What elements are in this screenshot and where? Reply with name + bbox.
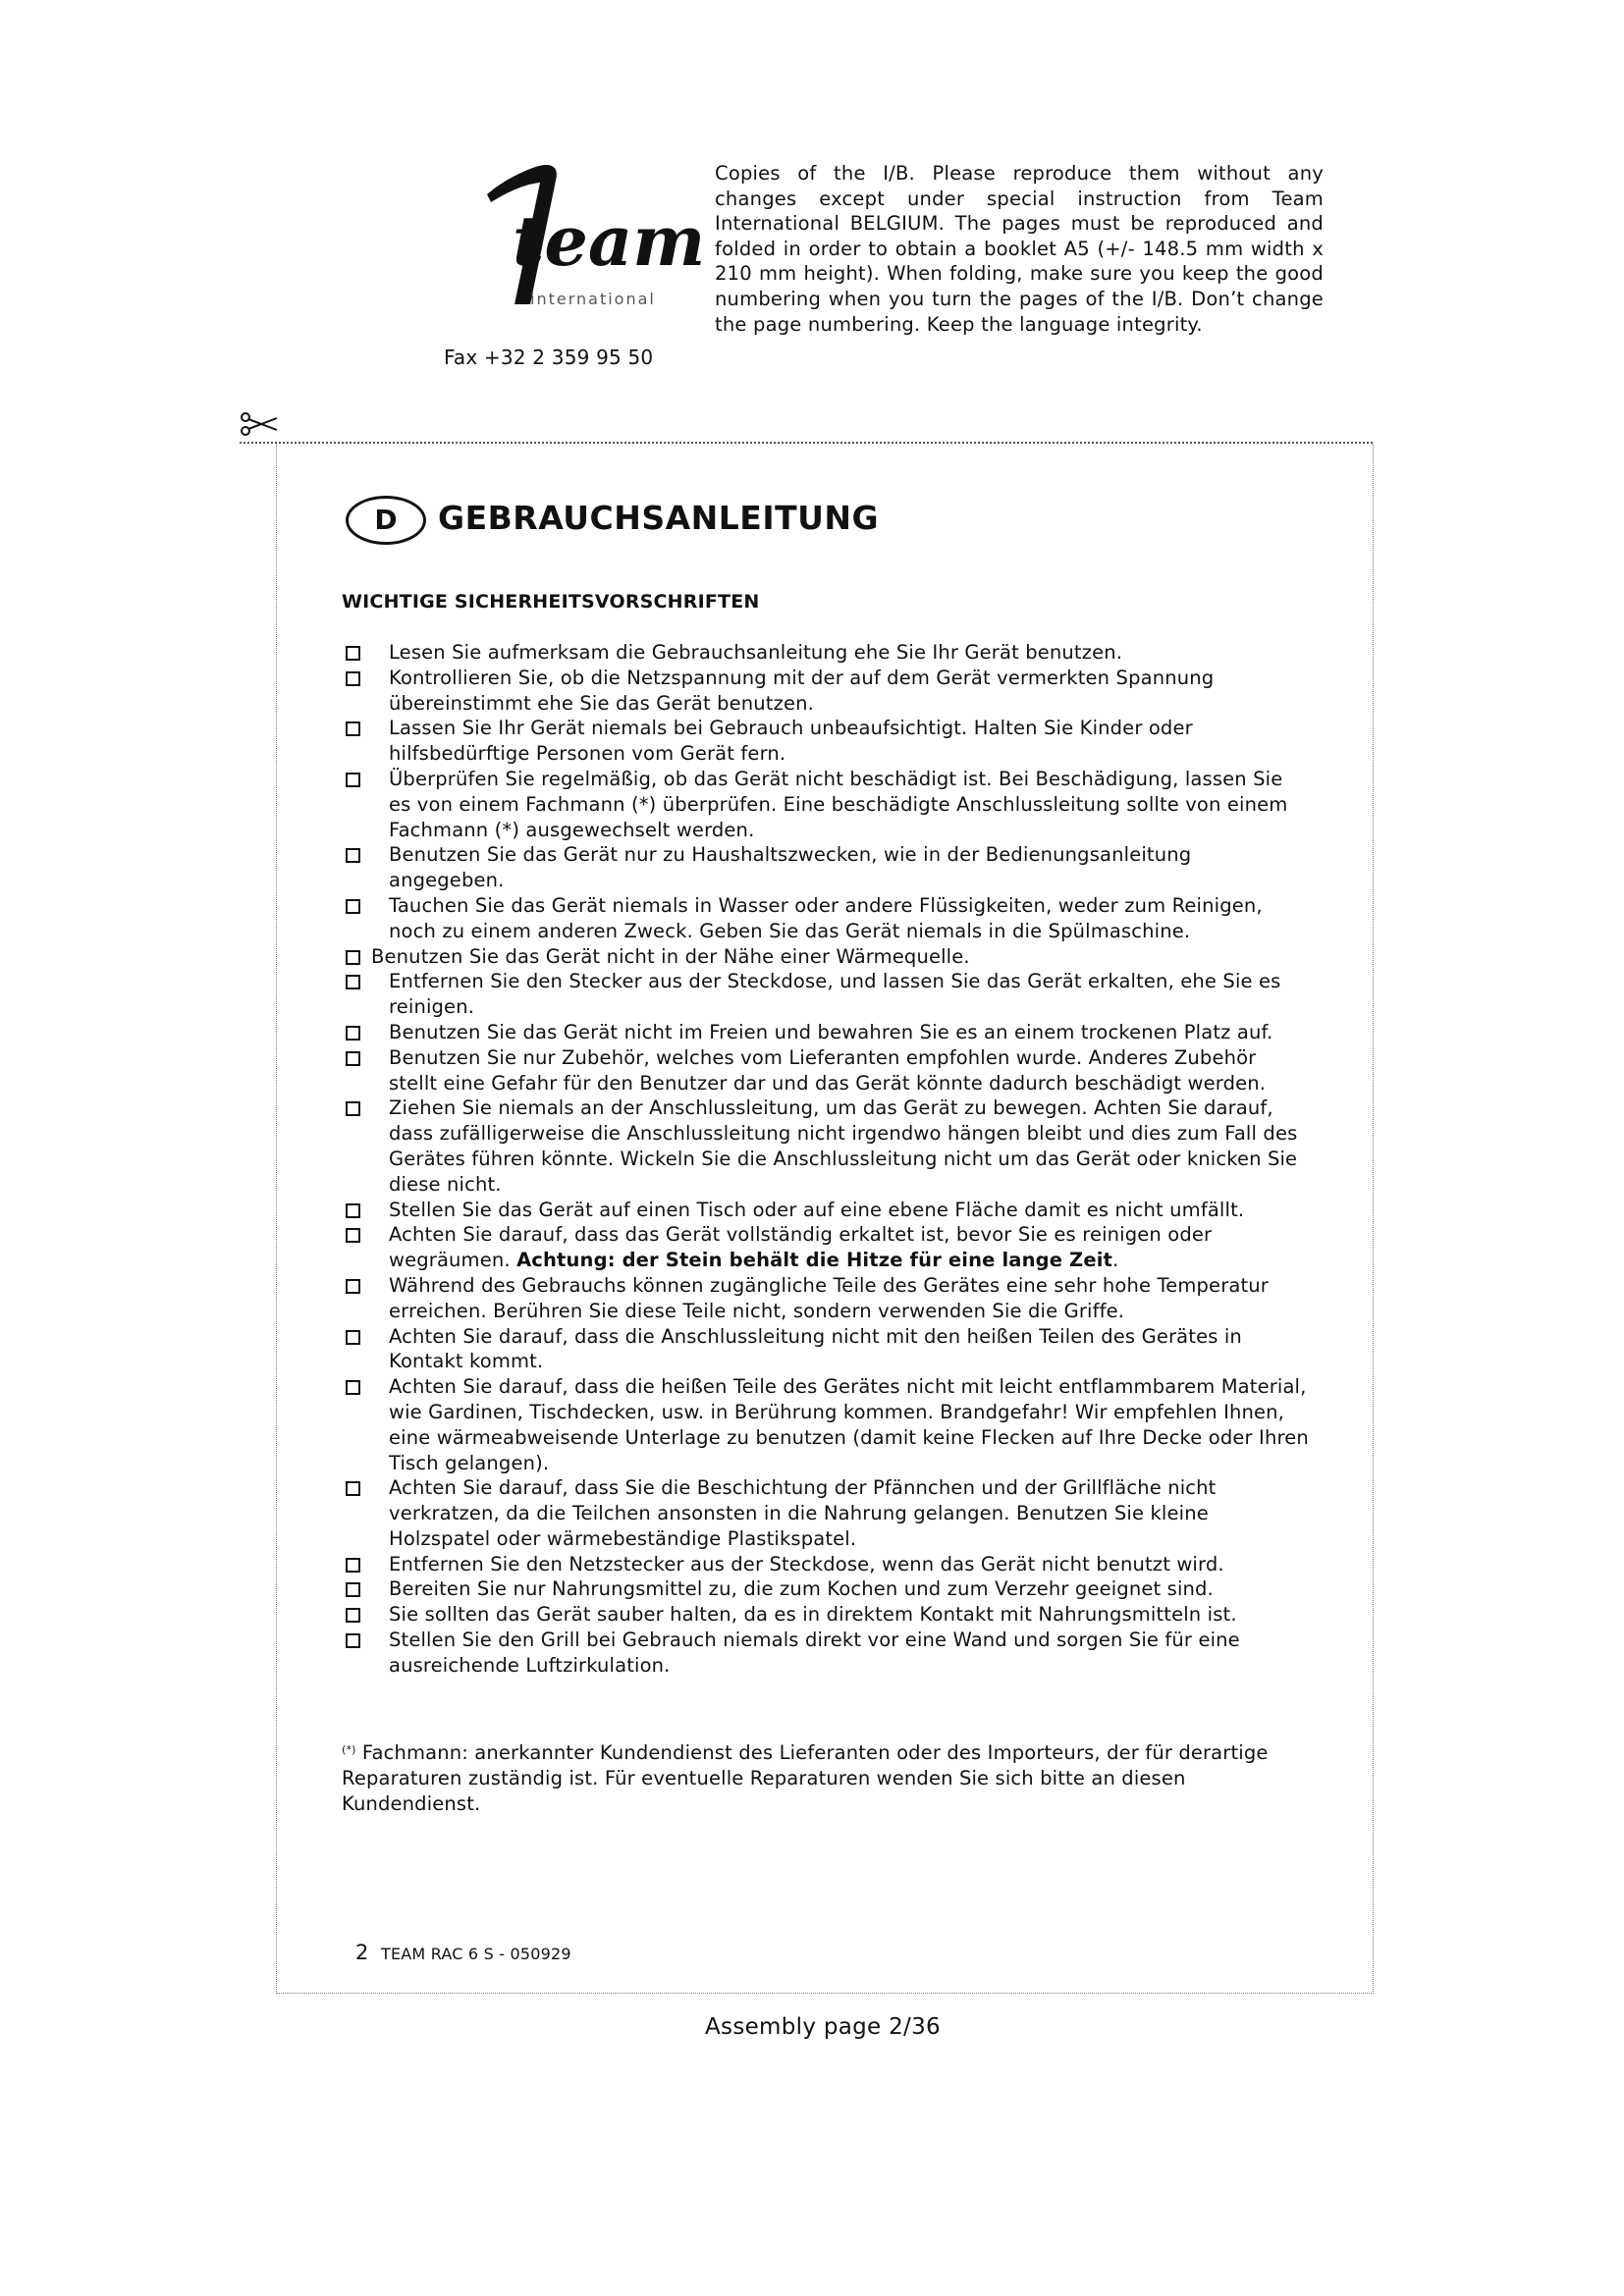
list-item: Achten Sie darauf, dass die heißen Teile des Gerätes nicht mit leicht entflammbarem Material, wie Gardinen, Tischdecken, usw. in Berührung kommen. Brandgefahr! Wir empfehlen Ihnen, eine wärmeabweisende Unterlage zu benutzen (damit keine Flecken auf Ihre Decke oder Ihren Tisch gelangen). — [342, 1374, 1310, 1475]
checkbox-icon — [346, 721, 360, 736]
scissors-icon — [240, 410, 279, 438]
list-item: Kontrollieren Sie, ob die Netzspannung mit der auf dem Gerät vermerkten Spannung übereinstimmt ehe Sie das Gerät benutzen. — [342, 666, 1310, 717]
checkbox-icon — [346, 975, 360, 989]
checkbox-icon — [346, 848, 360, 863]
checkbox-icon — [346, 1051, 360, 1066]
list-item: Sie sollten das Gerät sauber halten, da es in direktem Kontakt mit Nahrungsmitteln ist. — [342, 1602, 1310, 1628]
checkbox-icon — [346, 1228, 360, 1243]
list-item: Ziehen Sie niemals an der Anschlussleitung, um das Gerät zu bewegen. Achten Sie darauf, dass zufälligerweise die Anschlussleitung nicht irgendwo hängen bleibt und dies zum Fall des Gerätes führen könnte. Wickeln Sie die Anschlussleitung nicht um das Gerät oder knicken Sie diese nicht. — [342, 1095, 1310, 1197]
safety-list — [342, 640, 1310, 1679]
footnote: (*) Fachmann: anerkannter Kundendienst des Lieferanten oder des Importeurs, der für derartige Reparaturen zuständig ist. Für eventuelle Reparaturen wenden Sie sich bitte an diesen Kundendienst. — [342, 1741, 1269, 1815]
checkbox-icon — [346, 646, 360, 661]
fax-number: Fax +32 2 359 95 50 — [444, 346, 654, 369]
checkbox-icon — [346, 1608, 360, 1623]
list-item: Während des Gebrauchs können zugängliche Teile des Gerätes eine sehr hohe Temperatur erreichen. Berühren Sie diese Teile nicht, sondern verwenden Sie die Griffe. — [342, 1273, 1310, 1324]
list-item: Benutzen Sie das Gerät nicht im Freien und bewahren Sie es an einem trockenen Platz auf. — [342, 1020, 1310, 1045]
checkbox-icon — [346, 1026, 360, 1041]
checkbox-icon — [346, 1481, 360, 1496]
model-code: TEAM RAC 6 S - 050929 — [381, 1945, 571, 1963]
list-item: Tauchen Sie das Gerät niemals in Wasser oder andere Flüssigkeiten, weder zum Reinigen, noch zu einem anderen Zweck. Geben Sie das Gerät niemals in die Spülmaschine. — [342, 893, 1310, 944]
checkbox-icon — [346, 1582, 360, 1597]
checkbox-icon — [346, 1330, 360, 1345]
section-title: WICHTIGE SICHERHEITSVORSCHRIFTEN — [342, 591, 760, 613]
checkbox-icon — [346, 1203, 360, 1218]
checkbox-icon — [346, 671, 360, 686]
list-item: Benutzen Sie das Gerät nicht in der Nähe einer Wärmequelle. — [342, 944, 1310, 970]
list-item: Stellen Sie den Grill bei Gebrauch niemals direkt vor eine Wand und sorgen Sie für eine ausreichende Luftzirkulation. — [342, 1628, 1310, 1679]
checkbox-icon — [346, 1279, 360, 1294]
list-item: Überprüfen Sie regelmäßig, ob das Gerät nicht beschädigt ist. Bei Beschädigung, lassen Sie es von einem Fachmann (*) überprüfen. Eine beschädigte Anschlussleitung sollte von einem Fachmann (*) ausgewechselt werden. — [342, 767, 1310, 842]
checkbox-icon — [346, 1633, 360, 1648]
list-item: Achten Sie darauf, dass Sie die Beschichtung der Pfännchen und der Grillfläche nicht verkratzen, da die Teilchen ansonsten in die Nahrung gelangen. Benutzen Sie kleine Holzspatel oder wärmebeständige Plastikspatel. — [342, 1475, 1310, 1551]
assembly-page-label: Assembly page 2/36 — [705, 2014, 941, 2040]
list-item: Bereiten Sie nur Nahrungsmittel zu, die zum Kochen und zum Verzehr geeignet sind. — [342, 1576, 1310, 1602]
checkbox-icon — [346, 1101, 360, 1116]
team-international-logo — [461, 157, 706, 324]
page-title: GEBRAUCHSANLEITUNG — [438, 499, 880, 537]
reproduction-instructions: Copies of the I/B. Please reproduce them without any changes except under special instruction from Team International BELGIUM. The pages must be reproduced and folded in order to obtain a booklet A5 (+/- 148.5 mm width x 210 mm height). When folding, make sure you keep the good numbering when you turn the pages of the I/B. Don’t change the page numbering. Keep the language integrity. — [715, 162, 1324, 336]
logo-wordmark: team — [513, 200, 706, 282]
footnote-mark: (*) — [342, 1743, 356, 1756]
checkbox-icon — [346, 899, 360, 914]
list-item: Achten Sie darauf, dass die Anschlussleitung nicht mit den heißen Teilen des Gerätes in Kontakt kommt. — [342, 1324, 1310, 1375]
list-item: Lesen Sie aufmerksam die Gebrauchsanleitung ehe Sie Ihr Gerät benutzen. — [342, 640, 1310, 666]
list-item: Lassen Sie Ihr Gerät niemals bei Gebrauch unbeaufsichtigt. Halten Sie Kinder oder hilfsbedürftige Personen vom Gerät fern. — [342, 716, 1310, 767]
list-item: Benutzen Sie nur Zubehör, welches vom Lieferanten empfohlen wurde. Anderes Zubehör stellt eine Gefahr für den Benutzer dar und das Gerät könnte dadurch beschädigt werden. — [342, 1045, 1310, 1096]
list-item: Entfernen Sie den Netzstecker aus der Steckdose, wenn das Gerät nicht benutzt wird. — [342, 1552, 1310, 1577]
list-item: Benutzen Sie das Gerät nur zu Haushaltszwecken, wie in der Bedienungsanleitung angegeben. — [342, 842, 1310, 893]
list-item: Entfernen Sie den Stecker aus der Steckdose, und lassen Sie das Gerät erkalten, ehe Sie es reinigen. — [342, 969, 1310, 1020]
warning-text: Achtung: der Stein behält die Hitze für eine lange Zeit — [516, 1249, 1113, 1272]
logo-subtext: international — [530, 290, 656, 308]
list-item: Achten Sie darauf, dass das Gerät vollständig erkaltet ist, bevor Sie es reinigen oder wegräumen. Achtung: der Stein behält die Hitze für eine lange Zeit. — [342, 1222, 1310, 1273]
list-item: Stellen Sie das Gerät auf einen Tisch oder auf eine ebene Fläche damit es nicht umfällt. — [342, 1198, 1310, 1223]
language-badge: D — [346, 496, 426, 545]
checkbox-icon — [346, 1380, 360, 1395]
checkbox-icon — [346, 1558, 360, 1573]
checkbox-icon — [346, 950, 360, 965]
checkbox-icon — [346, 773, 360, 787]
page-number: 2 — [355, 1941, 369, 1964]
